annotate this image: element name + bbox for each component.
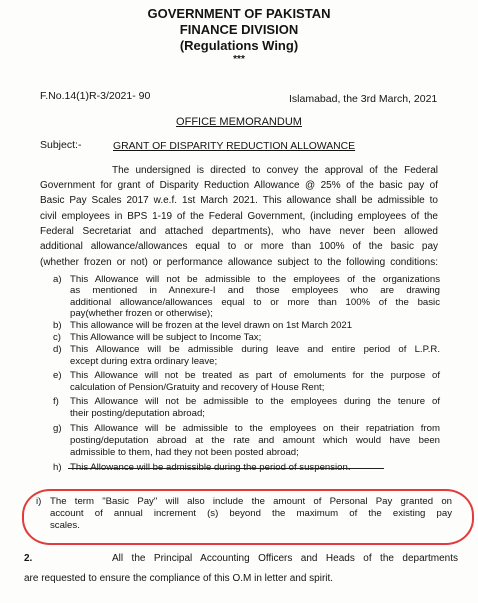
para1-line: (whether frozen or not) or performance allowance subject to the following conditions: [40, 257, 438, 268]
para1-line: Government for grant of Disparity Reduction Allowance @ 25% of the basic pay of [40, 180, 438, 191]
para2-line: All the Principal Accounting Officers and Heads of the departments [112, 553, 458, 564]
place-date [289, 93, 437, 106]
header-government: GOVERNMENT OF PAKISTAN [147, 6, 331, 21]
para1-line: civil employees in BPS 1-19 of the Federal Government, (including employees of the [40, 211, 438, 222]
header-stars: *** [233, 54, 245, 65]
condition-line: additional allowance/allowances equal to or more than 100% of the basic [70, 297, 440, 308]
header-division: FINANCE DIVISION [179, 22, 299, 37]
para1-line: Basic Pay Scales 2017 w.e.f. 1st March 2021. This allowance shall be admissible to [40, 195, 438, 206]
condition-label: a) [53, 274, 62, 285]
condition-line [70, 285, 440, 297]
condition-line: This Allowance will be admissible to the employees on their repatriation from [70, 423, 440, 434]
condition-line: The term "Basic Pay" will also include the amount of Personal Pay granted on [50, 496, 452, 507]
condition-line: their posting/deputation abroad; [70, 408, 205, 419]
strikethrough-line [68, 468, 384, 469]
condition-line: This Allowance will be subject to Income Tax; [70, 332, 262, 343]
condition-line: This Allowance will not be admissible to the employees of the organizations [70, 274, 440, 285]
condition-line: posting/deputation abroad at the rate and amount which would have been [70, 435, 440, 446]
condition-line: calculation of Pension/Gratuity and recovery of House Rent; [70, 382, 325, 393]
condition-line: pay(whether frozen or otherwise); [70, 308, 213, 319]
condition-label: i) [36, 496, 42, 507]
condition-line: This Allowance will not be admissible to the employees during the tenure of [70, 396, 440, 407]
para2-line: are requested to ensure the compliance of this O.M in letter and spirit. [24, 573, 334, 584]
subject-label: Subject:- [40, 139, 82, 151]
condition-line: This allowance will be frozen at the level drawn on 1st March 2021 [70, 320, 353, 331]
memo-title: OFFICE MEMORANDUM [176, 116, 302, 128]
condition-line: scales. [50, 520, 80, 531]
para1-line: additional allowance/allowances equal to or more than 100% of the basic pay [40, 241, 438, 252]
condition-line-text: as mentioned in Annexure-I and those employees who are drawing [70, 285, 440, 296]
para1-line: Federal Secretariat and attached departments), who have never been allowed [40, 226, 438, 237]
condition-label: h) [53, 462, 62, 473]
condition-label: e) [53, 370, 62, 381]
para1-line: The undersigned is directed to convey the approval of the Federal [112, 165, 438, 176]
condition-label: d) [53, 344, 62, 355]
file-number: F.No.14(1)R-3/2021- 90 [40, 90, 151, 102]
condition-line: This Allowance will not be treated as part of emoluments for the purpose of [70, 370, 440, 381]
condition-line: This Allowance will be admissible during leave and entire period of L.P.R. [70, 344, 440, 355]
condition-line: account of annual increment (s) beyond the maximum of the existing pay [50, 508, 452, 519]
condition-label: f) [53, 396, 59, 407]
subject-text: GRANT OF DISPARITY REDUCTION ALLOWANCE [113, 141, 356, 152]
condition-line: except during extra ordinary leave; [70, 356, 218, 367]
red-highlight-ellipse [22, 489, 474, 545]
condition-line: admissible to them, had they not been posted abroad; [70, 447, 299, 458]
condition-label: b) [53, 320, 62, 331]
para2-number: 2. [24, 553, 33, 564]
header-wing: (Regulations Wing) [179, 38, 299, 53]
condition-label: c) [53, 332, 61, 343]
condition-label: g) [53, 423, 62, 434]
place-date-text: Islamabad, the 3rd March, 2021 [289, 93, 438, 105]
